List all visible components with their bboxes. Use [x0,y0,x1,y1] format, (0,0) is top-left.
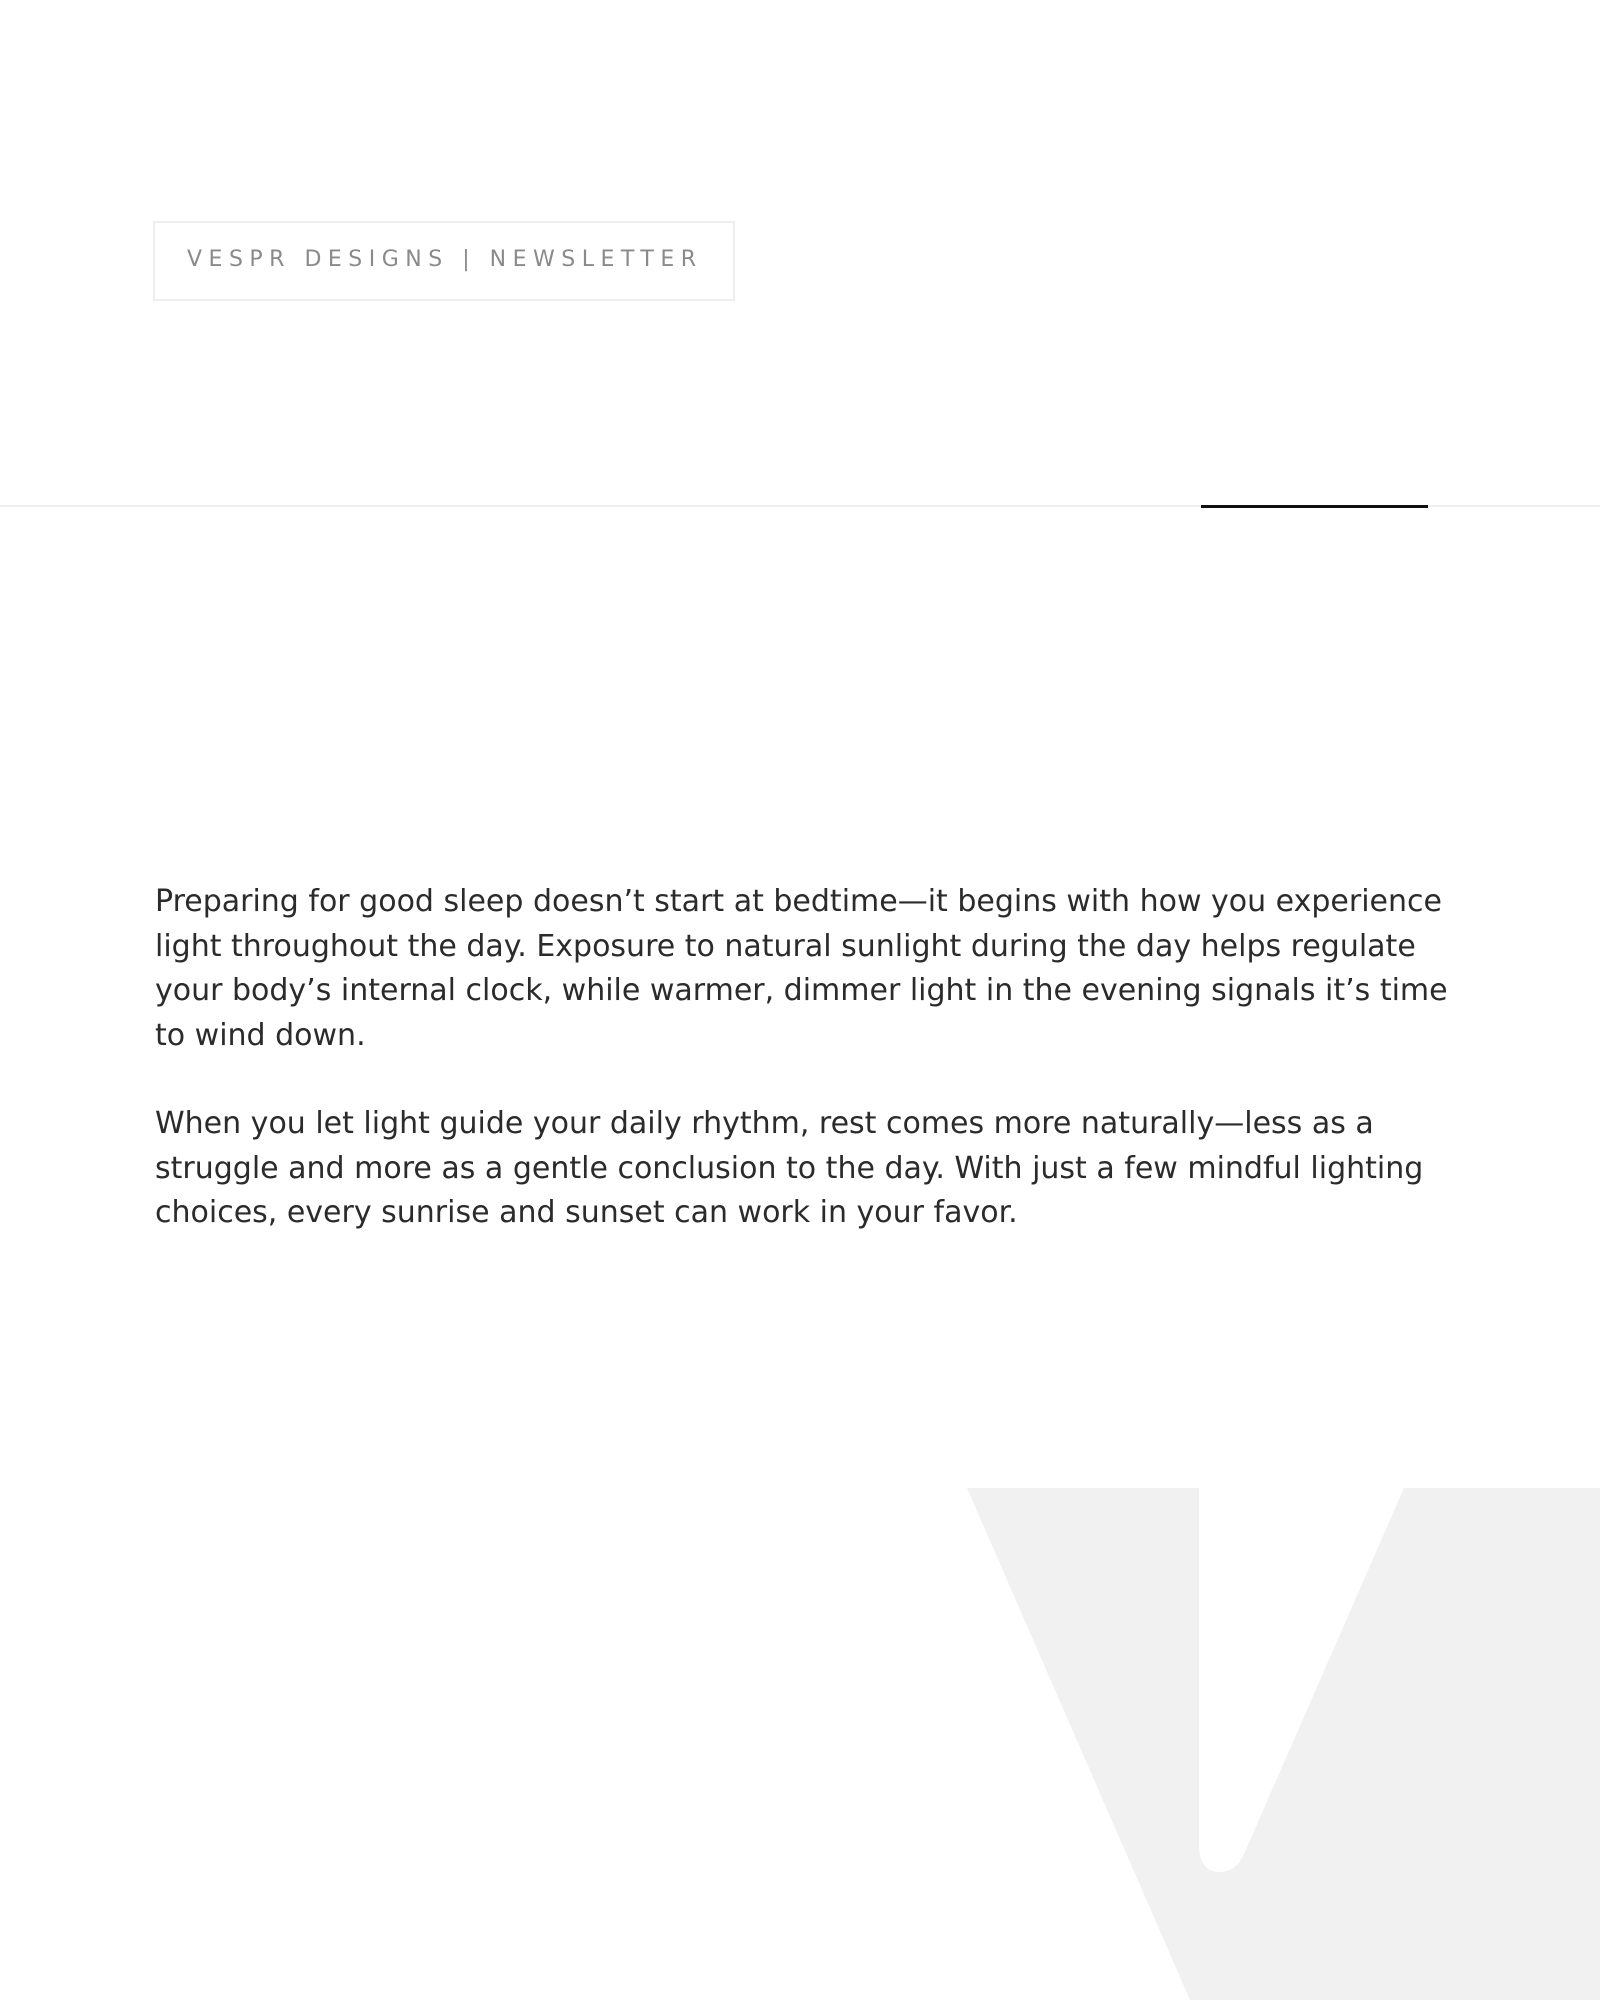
vespr-v-logo-icon [960,1486,1600,2000]
logo-bowl-stroke [1190,1488,1600,2000]
newsletter-header-badge [153,221,735,301]
article-paragraph: Preparing for good sleep doesn’t start at bedtime—it begins with how you experience light throughout the day. Exposure to natural sunlight during the day helps regulate your body’s internal clock, while warmer, dimmer light in the evening signals it’s time to wind down. [155,884,1448,1053]
newsletter-header-text: VESPR DESIGNS | NEWSLETTER [187,246,703,272]
article-body [155,880,1475,1280]
divider-accent-bar [1201,505,1428,508]
article-paragraph: When you let light guide your daily rhythm, rest comes more naturally—less as a struggle and more as a gentle conclusion to the day. With just a few mindful lighting choices, every sunrise and sunset can work in your favor. [155,1106,1424,1230]
